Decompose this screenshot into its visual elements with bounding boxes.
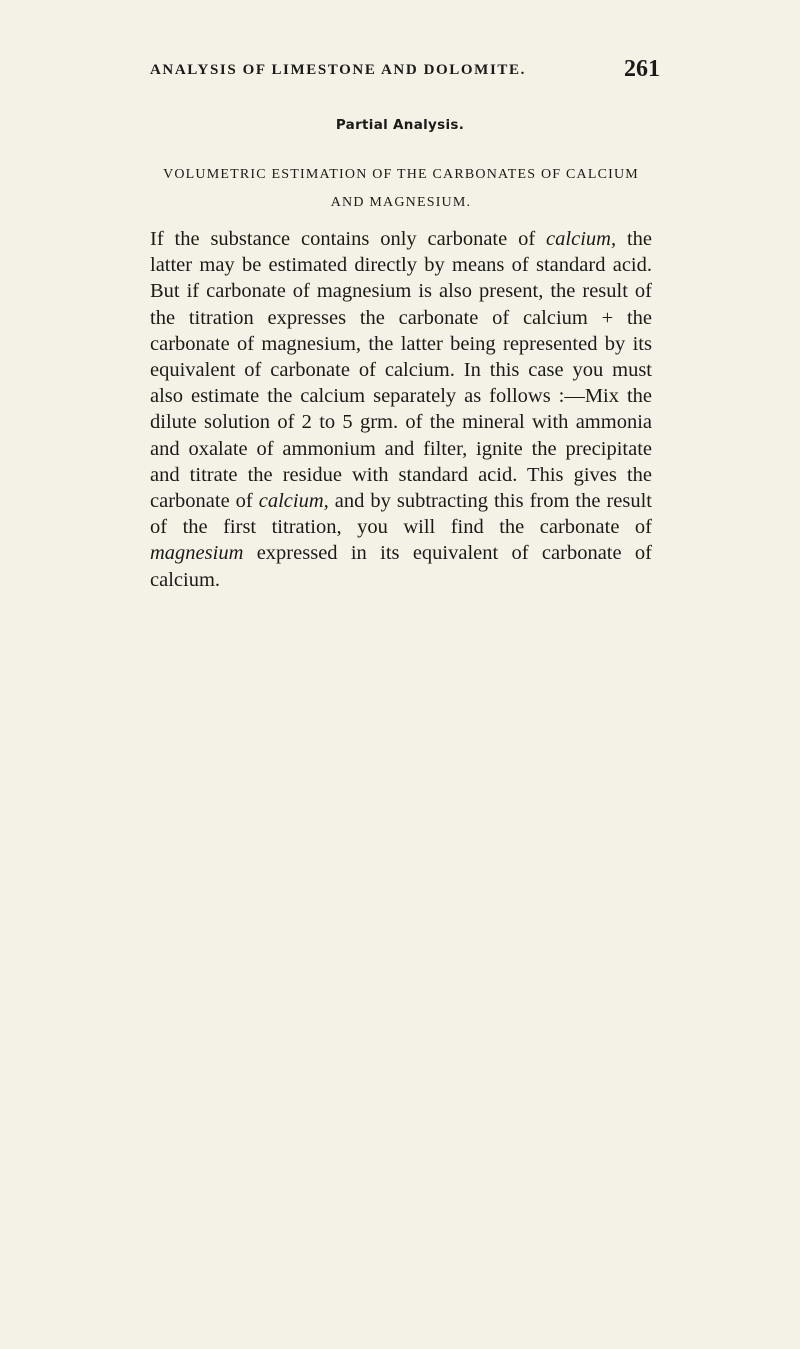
sub-heading: VOLUMETRIC ESTIMATION OF THE CARBONATES OF CALCIUM AND MAGNESIUM. bbox=[163, 167, 639, 210]
body-text-segment: and by subtracting this from the result of the first titration, you will find the carbonate of bbox=[150, 490, 653, 539]
italic-term-calcium: calcium, bbox=[258, 490, 329, 513]
running-head bbox=[150, 58, 660, 88]
section-title: Partial Analysis. bbox=[335, 117, 465, 133]
body-text-segment: If the substance contains only carbonate of bbox=[150, 228, 547, 250]
italic-term-calcium: calcium, bbox=[546, 228, 617, 250]
body-text-segment: the latter may be estimated directly by means of standard acid. But if carbonate of magnesium is also present, the result of the titration expresses the carbonate of calcium + the carbonate of magnesium, the latter being represented by its equivalent of carbonate of calcium. In this case you must also estimate the calcium separately as follows :—Mix the dilute solution of 2 to 5 grm. of the mineral with ammonia and oxalate of ammonium and filter, ignite the precipitate and titrate the residue with standard acid. This gives the carbonate of bbox=[150, 228, 652, 513]
page-number: 261 bbox=[624, 56, 660, 82]
italic-term-magnesium: magnesium bbox=[150, 542, 244, 565]
body-text-segment: expressed in its equivalent of carbonate of calcium. bbox=[150, 542, 652, 591]
running-title: ANALYSIS OF LIMESTONE AND DOLOMITE. bbox=[150, 62, 526, 78]
body-paragraph bbox=[150, 226, 652, 593]
